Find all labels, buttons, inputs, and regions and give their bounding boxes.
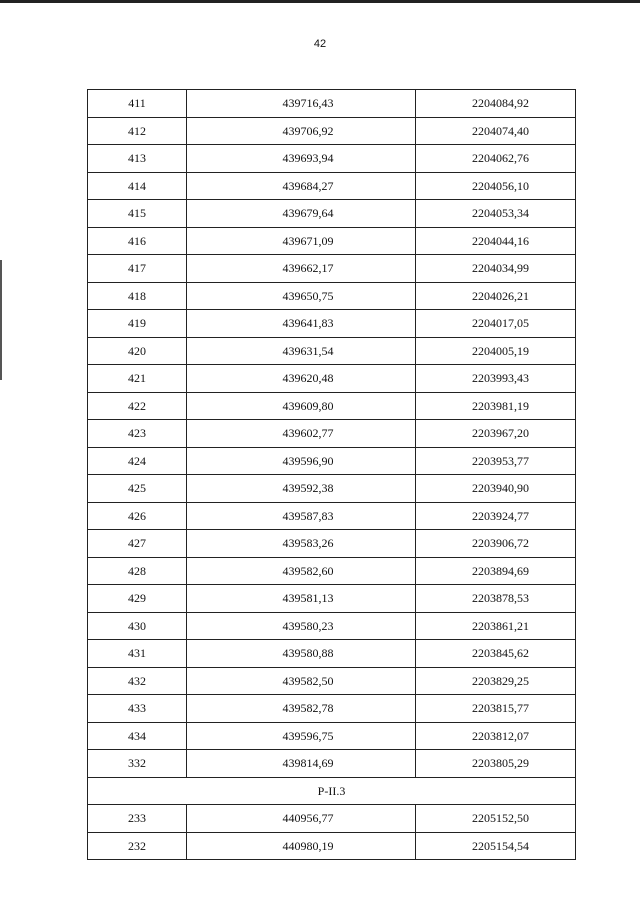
y-coordinate-cell: 2203878,53 (416, 585, 576, 613)
table-row (88, 337, 576, 365)
point-number-cell: 413 (88, 145, 187, 173)
point-number-cell: 424 (88, 447, 187, 475)
table-row (88, 255, 576, 283)
y-coordinate-cell: 2203993,43 (416, 365, 576, 393)
point-number-cell: 412 (88, 117, 187, 145)
x-coordinate-cell: 439592,38 (187, 475, 416, 503)
table-row (88, 557, 576, 585)
x-coordinate-cell: 439582,50 (187, 667, 416, 695)
point-number-cell: 417 (88, 255, 187, 283)
table-row (88, 585, 576, 613)
y-coordinate-cell: 2204034,99 (416, 255, 576, 283)
x-coordinate-cell: 439631,54 (187, 337, 416, 365)
point-number-cell: 429 (88, 585, 187, 613)
point-number-cell: 332 (88, 750, 187, 778)
table-body-top (88, 90, 576, 778)
y-coordinate-cell: 2203894,69 (416, 557, 576, 585)
x-coordinate-cell: 439650,75 (187, 282, 416, 310)
table-row (88, 695, 576, 723)
x-coordinate-cell: 439583,26 (187, 530, 416, 558)
table-row (88, 227, 576, 255)
y-coordinate-cell: 2203812,07 (416, 722, 576, 750)
y-coordinate-cell: 2204053,34 (416, 200, 576, 228)
x-coordinate-cell: 439580,88 (187, 640, 416, 668)
table-row (88, 805, 576, 833)
y-coordinate-cell: 2204017,05 (416, 310, 576, 338)
y-coordinate-cell: 2204084,92 (416, 90, 576, 118)
table-row (88, 420, 576, 448)
point-number-cell: 416 (88, 227, 187, 255)
table-row (88, 365, 576, 393)
x-coordinate-cell: 439602,77 (187, 420, 416, 448)
point-number-cell: 418 (88, 282, 187, 310)
x-coordinate-cell: 439662,17 (187, 255, 416, 283)
y-coordinate-cell: 2203805,29 (416, 750, 576, 778)
point-number-cell: 422 (88, 392, 187, 420)
point-number-cell: 415 (88, 200, 187, 228)
x-coordinate-cell: 439706,92 (187, 117, 416, 145)
point-number-cell: 430 (88, 612, 187, 640)
table-section (88, 777, 576, 805)
x-coordinate-cell: 439580,23 (187, 612, 416, 640)
x-coordinate-cell: 439609,80 (187, 392, 416, 420)
y-coordinate-cell: 2204056,10 (416, 172, 576, 200)
y-coordinate-cell: 2203861,21 (416, 612, 576, 640)
x-coordinate-cell: 439641,83 (187, 310, 416, 338)
x-coordinate-cell: 439582,78 (187, 695, 416, 723)
table-row (88, 475, 576, 503)
point-number-cell: 432 (88, 667, 187, 695)
point-number-cell: 428 (88, 557, 187, 585)
y-coordinate-cell: 2204062,76 (416, 145, 576, 173)
table-row (88, 200, 576, 228)
table-row (88, 392, 576, 420)
point-number-cell: 425 (88, 475, 187, 503)
scan-edge-left (0, 260, 2, 380)
y-coordinate-cell: 2203815,77 (416, 695, 576, 723)
y-coordinate-cell: 2203845,62 (416, 640, 576, 668)
point-number-cell: 426 (88, 502, 187, 530)
x-coordinate-cell: 439596,75 (187, 722, 416, 750)
x-coordinate-cell: 439587,83 (187, 502, 416, 530)
y-coordinate-cell: 2203953,77 (416, 447, 576, 475)
section-row (88, 777, 576, 805)
table-row (88, 172, 576, 200)
coordinates-table (87, 89, 576, 860)
y-coordinate-cell: 2204074,40 (416, 117, 576, 145)
y-coordinate-cell: 2203829,25 (416, 667, 576, 695)
point-number-cell: 421 (88, 365, 187, 393)
table-row (88, 282, 576, 310)
y-coordinate-cell: 2203967,20 (416, 420, 576, 448)
page-number: 42 (313, 38, 327, 50)
y-coordinate-cell: 2204026,21 (416, 282, 576, 310)
table-row (88, 447, 576, 475)
table-row (88, 722, 576, 750)
x-coordinate-cell: 439596,90 (187, 447, 416, 475)
x-coordinate-cell: 439684,27 (187, 172, 416, 200)
x-coordinate-cell: 439581,13 (187, 585, 416, 613)
y-coordinate-cell: 2204044,16 (416, 227, 576, 255)
x-coordinate-cell: 440956,77 (187, 805, 416, 833)
section-label: Р-II.3 (88, 777, 576, 805)
table-row (88, 612, 576, 640)
y-coordinate-cell: 2205152,50 (416, 805, 576, 833)
point-number-cell: 419 (88, 310, 187, 338)
table-row (88, 502, 576, 530)
point-number-cell: 232 (88, 832, 187, 860)
scan-edge-top (0, 0, 640, 3)
x-coordinate-cell: 440980,19 (187, 832, 416, 860)
table-row (88, 640, 576, 668)
point-number-cell: 427 (88, 530, 187, 558)
y-coordinate-cell: 2204005,19 (416, 337, 576, 365)
x-coordinate-cell: 439693,94 (187, 145, 416, 173)
table-row (88, 310, 576, 338)
point-number-cell: 414 (88, 172, 187, 200)
point-number-cell: 420 (88, 337, 187, 365)
y-coordinate-cell: 2203906,72 (416, 530, 576, 558)
x-coordinate-cell: 439716,43 (187, 90, 416, 118)
table-row (88, 90, 576, 118)
point-number-cell: 233 (88, 805, 187, 833)
x-coordinate-cell: 439582,60 (187, 557, 416, 585)
y-coordinate-cell: 2203981,19 (416, 392, 576, 420)
point-number-cell: 411 (88, 90, 187, 118)
table-row (88, 750, 576, 778)
table-row (88, 832, 576, 860)
y-coordinate-cell: 2205154,54 (416, 832, 576, 860)
point-number-cell: 431 (88, 640, 187, 668)
y-coordinate-cell: 2203924,77 (416, 502, 576, 530)
x-coordinate-cell: 439679,64 (187, 200, 416, 228)
point-number-cell: 423 (88, 420, 187, 448)
table-row (88, 145, 576, 173)
x-coordinate-cell: 439671,09 (187, 227, 416, 255)
table-row (88, 117, 576, 145)
table-row (88, 530, 576, 558)
table-row (88, 667, 576, 695)
table-body-bottom (88, 805, 576, 860)
x-coordinate-cell: 439814,69 (187, 750, 416, 778)
y-coordinate-cell: 2203940,90 (416, 475, 576, 503)
point-number-cell: 434 (88, 722, 187, 750)
x-coordinate-cell: 439620,48 (187, 365, 416, 393)
point-number-cell: 433 (88, 695, 187, 723)
